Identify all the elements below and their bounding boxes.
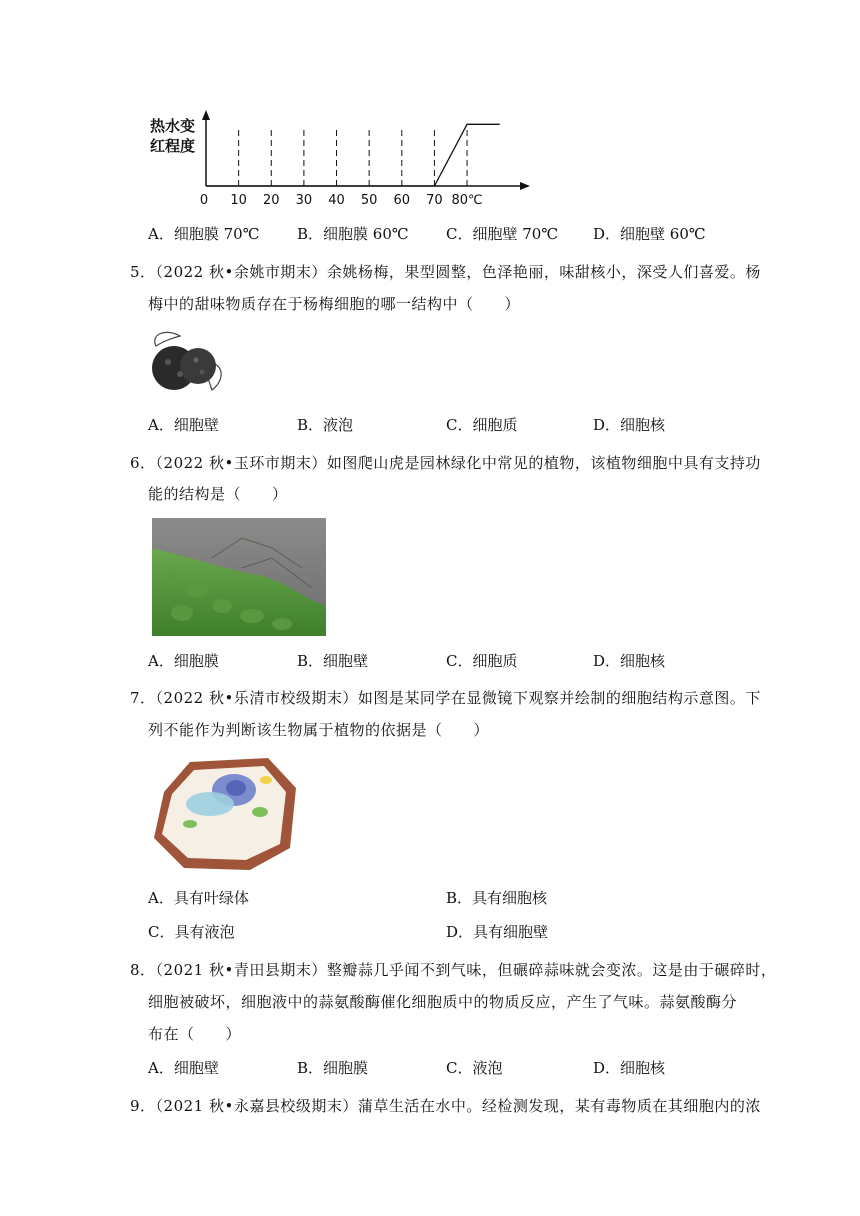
x-tick-label-4: 40 (328, 193, 345, 208)
q5-option-c[interactable]: C．细胞质 (446, 416, 518, 434)
x-tick-label-2: 20 (262, 193, 280, 208)
q8-stem-line1: 8．（2021 秋•青田县期末）整瓣蒜几乎闻不到气味，但碾碎蒜味就会变浓。这是由于碾碎时， (130, 961, 777, 979)
x-tick-label-1: 10 (230, 193, 247, 208)
q4-option-a[interactable]: A．细胞膜 70℃ (148, 225, 260, 243)
x-axis-arrow (520, 182, 530, 190)
chart-ylabel-line2: 红程度 (150, 137, 196, 155)
q6-stem-line2: 能的结构是（ ） (148, 485, 288, 503)
q7-option-c[interactable]: C．具有液泡 (148, 923, 235, 941)
chart-ylabel (150, 116, 195, 156)
q5-option-b[interactable]: B．液泡 (297, 416, 354, 434)
x-tick-label-3: 30 (295, 193, 313, 208)
q7-option-a[interactable]: A．具有叶绿体 (148, 889, 249, 907)
ivy-wall-photo (152, 518, 326, 636)
q8-option-a[interactable]: A．细胞壁 (148, 1059, 219, 1077)
q8-option-c[interactable]: C．液泡 (446, 1059, 503, 1077)
q6-option-c[interactable]: C．细胞质 (446, 652, 518, 670)
plant-cell-diagram (150, 752, 300, 874)
x-tick-label-6: 60 (393, 193, 411, 208)
series-line (206, 124, 500, 186)
temperature-chart (190, 108, 530, 210)
q8-option-b[interactable]: B．细胞膜 (297, 1059, 369, 1077)
q4-option-b[interactable]: B．细胞膜 60℃ (297, 225, 409, 243)
q7-option-b[interactable]: B．具有细胞核 (446, 889, 548, 907)
q8-option-d[interactable]: D．细胞核 (593, 1059, 666, 1077)
q4-option-c[interactable]: C．细胞壁 70℃ (446, 225, 559, 243)
q6-option-d[interactable]: D．细胞核 (593, 652, 666, 670)
q5-option-a[interactable]: A．细胞壁 (148, 416, 219, 434)
x-tick-label-5: 50 (360, 193, 378, 208)
q9-stem-line1: 9．（2021 秋•永嘉县校级期末）蒲草生活在水中。经检测发现，某有毒物质在其细胞内的浓 (130, 1097, 761, 1115)
q7-stem-line1: 7．（2022 秋•乐清市校级期末）如图是某同学在显微镜下观察并绘制的细胞结构示意图。下 (130, 689, 761, 707)
chart-ylabel-line1: 热水变 (150, 117, 196, 135)
q6-stem-line1: 6．（2022 秋•玉环市期末）如图爬山虎是园林绿化中常见的植物，该植物细胞中具有支持功 (130, 454, 761, 472)
q8-stem-line2: 细胞被破坏，细胞液中的蒜氨酸酶催化细胞质中的物质反应，产生了气味。蒜氨酸酶分 (148, 993, 738, 1011)
q4-option-d[interactable]: D．细胞壁 60℃ (593, 225, 706, 243)
q5-option-d[interactable]: D．细胞核 (593, 416, 666, 434)
bayberry-image (146, 328, 230, 394)
y-axis-arrow (202, 110, 210, 120)
q7-option-d[interactable]: D．具有细胞壁 (446, 923, 549, 941)
x-tick-label-8: 80℃ (451, 193, 483, 208)
q6-option-a[interactable]: A．细胞膜 (148, 652, 219, 670)
q6-option-b[interactable]: B．细胞壁 (297, 652, 369, 670)
x-tick-label-0: 0 (199, 193, 209, 208)
q5-stem-line1: 5．（2022 秋•余姚市期末）余姚杨梅，果型圆整，色泽艳丽，味甜核小，深受人们喜爱。杨 (130, 263, 761, 281)
q7-stem-line2: 列不能作为判断该生物属于植物的依据是（ ） (148, 721, 490, 739)
x-tick-label-7: 70 (426, 193, 443, 208)
q5-stem-line2: 梅中的甜味物质存在于杨梅细胞的哪一结构中（ ） (148, 295, 521, 313)
q8-stem-line3: 布在（ ） (148, 1025, 242, 1043)
